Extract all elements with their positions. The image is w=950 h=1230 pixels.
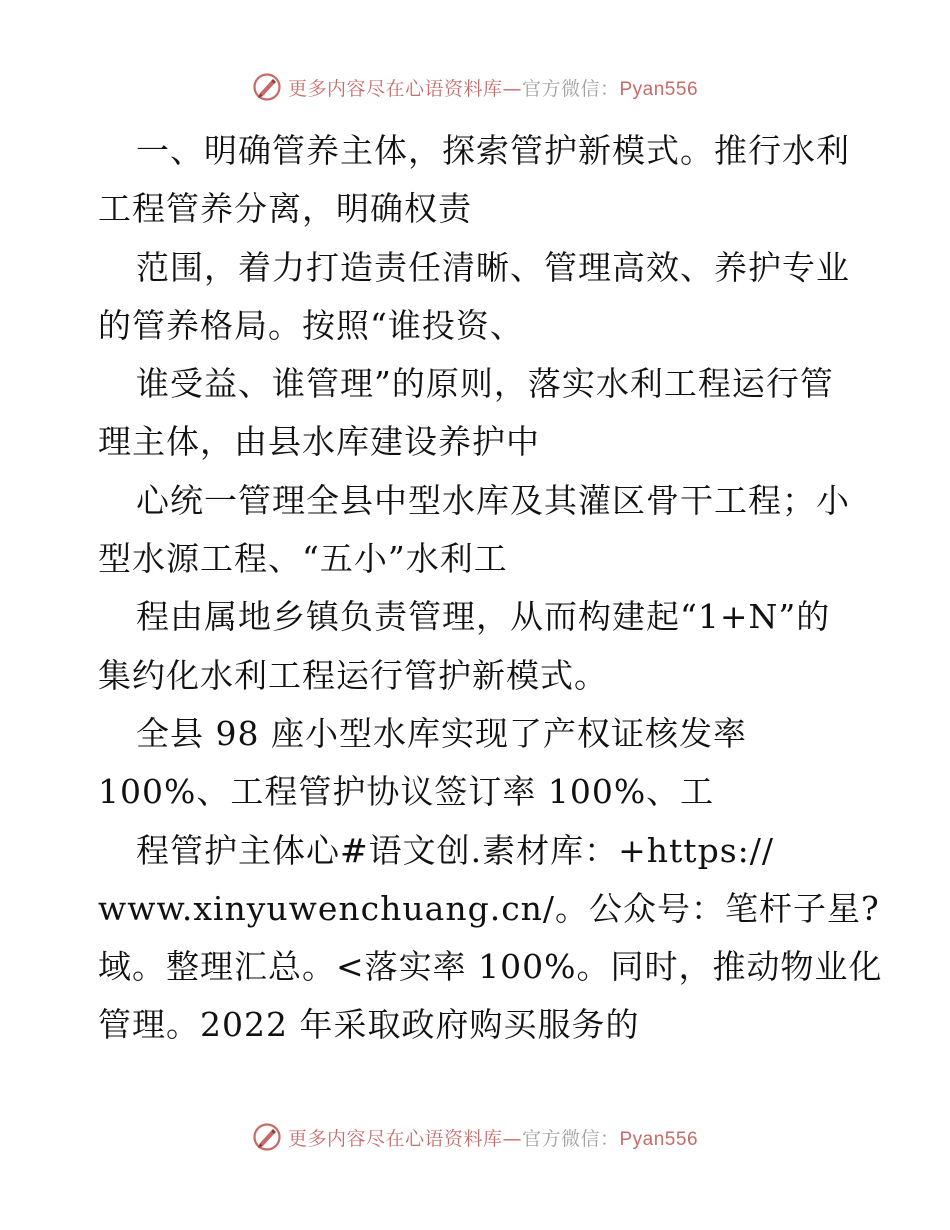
footer-wechat-id: Pyan556 (619, 1128, 699, 1150)
pen-logo-icon (252, 72, 282, 102)
footer-banner-text (288, 1124, 698, 1151)
body-line: 集约化水利工程运行管护新模式。 (98, 655, 608, 695)
pen-logo-icon (252, 1122, 282, 1152)
header-separator: — (502, 77, 522, 100)
body-line: www.xinyuwenchuang.cn/。公众号：笔杆子星? (98, 888, 880, 928)
footer-separator: — (502, 1127, 522, 1150)
body-line: 100%、工程管护协议签订率 100%、工 (98, 772, 715, 812)
header-text: 更多内容尽在心语资料库 (287, 77, 503, 100)
body-line: 谁受益、谁管理”的原则，落实水利工程运行管 (136, 364, 834, 404)
body-line: 理主体，由县水库建设养护中 (98, 422, 540, 462)
body-line: 域。整理汇总。<落实率 100%。同时，推动物业化 (98, 947, 883, 987)
document-body (98, 122, 883, 1055)
body-line: 管理。2022 年采取政府购买服务的 (98, 1005, 640, 1045)
footer-banner (0, 1122, 950, 1152)
body-line: 的管养格局。按照“谁投资、 (98, 305, 524, 345)
body-line: 型水源工程、“五小”水利工 (98, 539, 508, 579)
header-banner-text (288, 74, 698, 101)
body-line: 心统一管理全县中型水库及其灌区骨干工程；小 (136, 480, 850, 520)
header-banner (0, 72, 950, 102)
body-line: 程管护主体心#语文创.素材库：+https:// (136, 830, 774, 870)
body-line: 工程管养分离，明确权责 (98, 189, 472, 229)
footer-text: 更多内容尽在心语资料库 (287, 1127, 503, 1150)
footer-wechat-label: 官方微信： (521, 1127, 620, 1150)
body-line: 一、明确管养主体，探索管护新模式。推行水利 (136, 131, 850, 170)
body-line: 全县 98 座小型水库实现了产权证核发率 (136, 713, 747, 753)
body-line: 程由属地乡镇负责管理，从而构建起“1+N”的 (136, 597, 831, 637)
body-line: 范围，着力打造责任清晰、管理高效、养护专业 (136, 247, 850, 287)
header-wechat-label: 官方微信： (521, 77, 620, 100)
header-wechat-id: Pyan556 (619, 78, 699, 100)
